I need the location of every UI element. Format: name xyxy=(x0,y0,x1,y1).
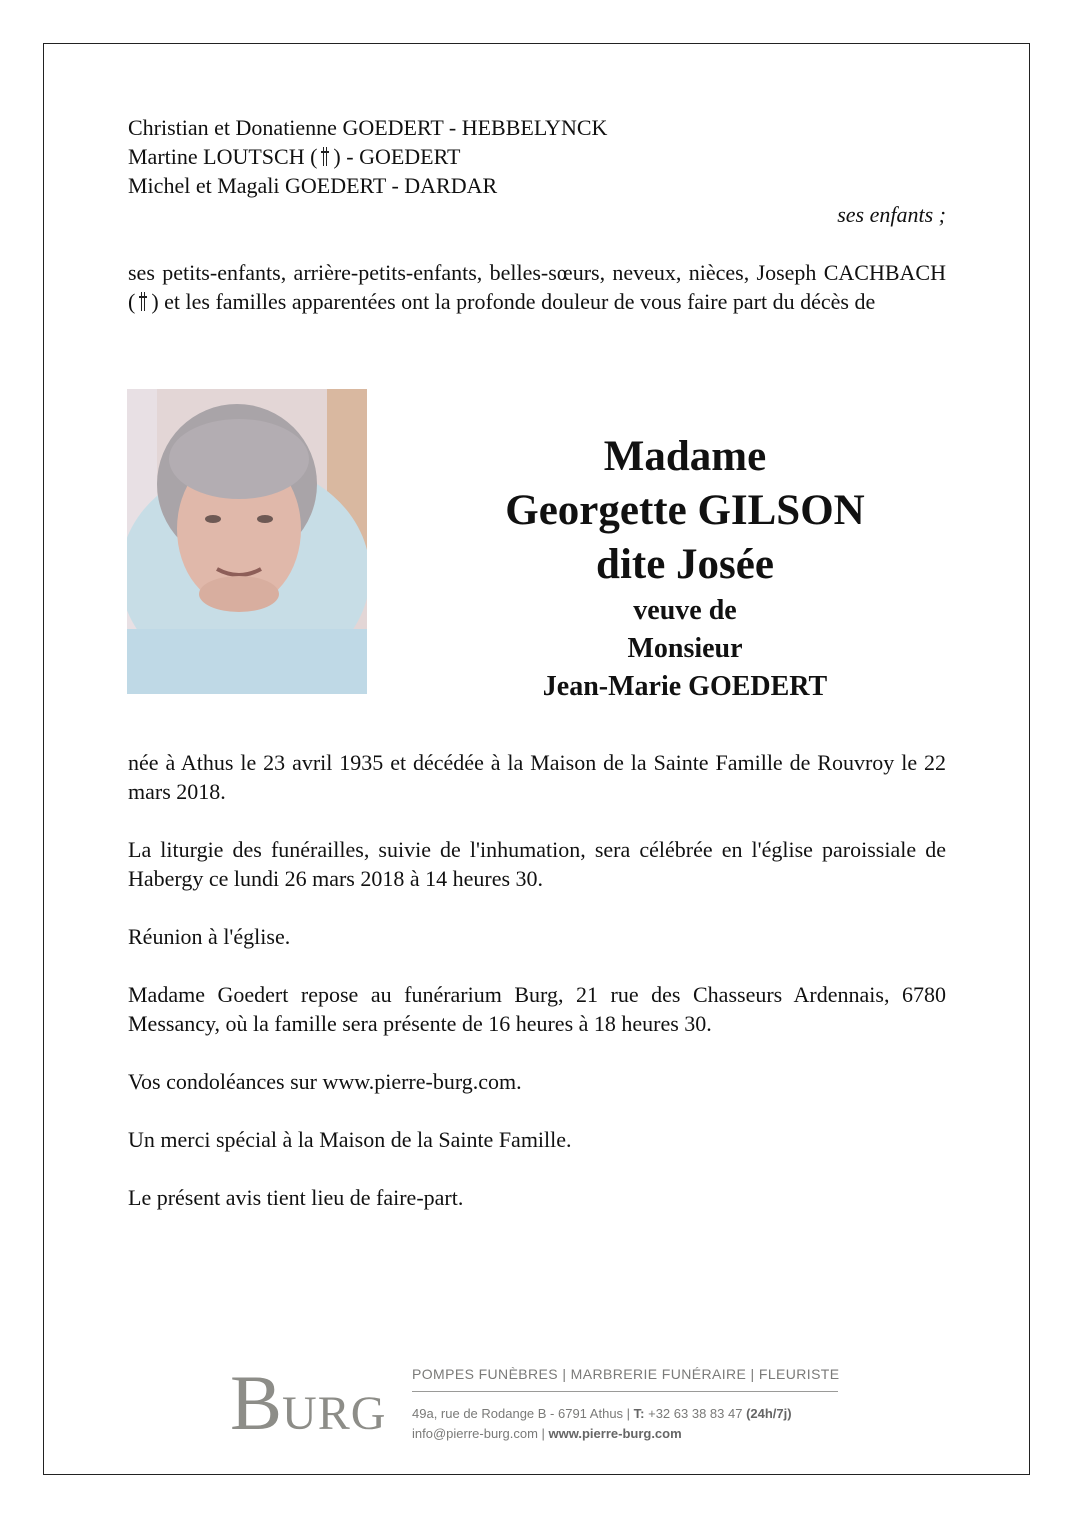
relation-label: veuve de xyxy=(633,595,737,626)
birth-death-info: née à Athus le 23 avril 1935 et décédée à la Maison de la Sainte Famille de Rouvroy le 22 mars 2018. xyxy=(128,750,946,804)
children-list xyxy=(128,113,946,229)
email-link[interactable]: info@pierre-burg.com | xyxy=(412,1426,549,1441)
portrait-image xyxy=(127,389,367,694)
services-list: POMPES FUNÈBRES | MARBRERIE FUNÉRAIRE | FLEURISTE xyxy=(412,1366,838,1392)
portrait-photo xyxy=(127,389,367,694)
deceased-cross-icon xyxy=(136,291,150,311)
deceased-title: Madame xyxy=(603,433,767,480)
deceased-nickname: dite Josée xyxy=(596,541,774,588)
address-line: 49a, rue de Rodange B - 6791 Athus | T: +32 63 38 83 47 (24h/7j) xyxy=(412,1406,792,1421)
condolences-info: Vos condoléances sur www.pierre-burg.com. xyxy=(128,1069,522,1094)
spouse-title: Monsieur xyxy=(627,633,743,664)
deceased-cross-icon xyxy=(318,146,332,166)
phone-number: +32 63 38 83 47 xyxy=(644,1406,747,1421)
gathering-info: Réunion à l'église. xyxy=(128,924,291,949)
contact-line xyxy=(412,1424,838,1444)
website-link[interactable]: www.pierre-burg.com xyxy=(548,1426,682,1441)
deceased-name-block xyxy=(420,430,950,706)
footer xyxy=(230,1360,850,1450)
funerarium-info: Madame Goedert repose au funérarium Burg, 21 rue des Chasseurs Ardennais, 6780 Messancy, où la famille sera présente de 16 heures à 18 heures 30. xyxy=(128,982,946,1036)
deceased-name: Georgette GILSON xyxy=(505,487,865,534)
child-line-3: Michel et Magali GOEDERT - DARDAR xyxy=(128,173,498,198)
intro-paragraph: ses petits-enfants, arrière-petits-enfants, belles-sœurs, neveux, nièces, Joseph CACHBACH ( ) et les familles apparentées ont la profonde douleur de vous faire part du décès de xyxy=(128,260,946,314)
burg-logo: BURG xyxy=(230,1359,387,1446)
child-line-1: Christian et Donatienne GOEDERT - HEBBELYNCK xyxy=(128,115,608,140)
announcement-body xyxy=(128,748,946,1241)
child-line-2: Martine LOUTSCH ( ) - GOEDERT xyxy=(128,144,461,169)
spouse-name: Jean-Marie GOEDERT xyxy=(542,671,828,702)
notice-statement: Le présent avis tient lieu de faire-part. xyxy=(128,1185,464,1210)
funeral-info: La liturgie des funérailles, suivie de l'inhumation, sera célébrée en l'église paroissiale de Habergy ce lundi 26 mars 2018 à 14 heures 30. xyxy=(128,837,946,891)
footer-contact xyxy=(412,1366,838,1444)
children-signoff: ses enfants ; xyxy=(837,202,946,227)
thanks-note: Un merci spécial à la Maison de la Sainte Famille. xyxy=(128,1127,572,1152)
